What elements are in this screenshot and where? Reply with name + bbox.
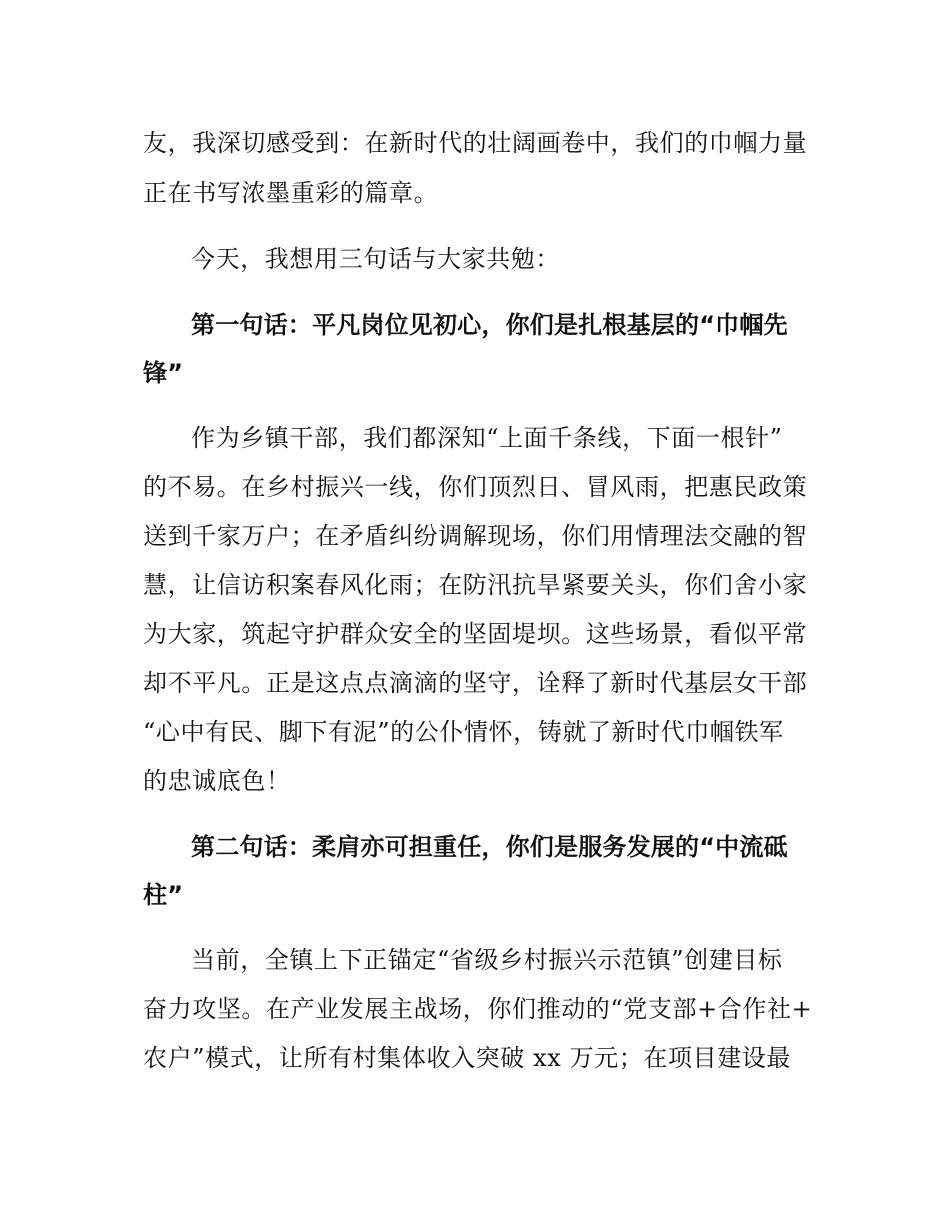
- paragraph-line: 奋力攻坚。在产业发展主战场，你们推动的“党支部+合作社+: [143, 995, 813, 1023]
- section-heading: 柱”: [143, 881, 184, 909]
- section-heading: 锋”: [143, 359, 184, 387]
- paragraph-line: 农户”模式，让所有村集体收入突破 xx 万元；在项目建设最: [143, 1044, 791, 1072]
- paragraph-line: 的忠诚底色！: [143, 767, 291, 795]
- paragraph-line: 送到千家万户；在矛盾纠纷调解现场，你们用情理法交融的智: [143, 522, 808, 550]
- section-heading: 第一句话：平凡岗位见初心，你们是扎根基层的“巾帼先: [191, 311, 788, 339]
- paragraph-line: 当前，全镇上下正锚定“省级乡村振兴示范镇”创建目标: [191, 946, 783, 974]
- paragraph-line: 友，我深切感受到：在新时代的壮阔画卷中，我们的巾帼力量: [143, 129, 808, 157]
- section-heading: 第二句话：柔肩亦可担重任，你们是服务发展的“中流砥: [191, 833, 788, 861]
- paragraph-line: 作为乡镇干部，我们都深知“上面千条线，下面一根针”: [191, 424, 783, 452]
- paragraph-line: 慧，让信访积案春风化雨；在防汛抗旱紧要关头，你们舍小家: [143, 571, 808, 599]
- paragraph-line: “心中有民、脚下有泥”的公仆情怀，铸就了新时代巾帼铁军: [143, 718, 784, 746]
- paragraph-line: 为大家，筑起守护群众安全的坚固堤坝。这些场景，看似平常: [143, 620, 808, 648]
- paragraph-line: 今天，我想用三句话与大家共勉：: [191, 245, 560, 273]
- paragraph-line: 正在书写浓墨重彩的篇章。: [143, 179, 439, 207]
- paragraph-line: 的不易。在乡村振兴一线，你们顶烈日、冒风雨，把惠民政策: [143, 473, 808, 501]
- paragraph-line: 却不平凡。正是这点点滴滴的坚守，诠释了新时代基层女干部: [143, 669, 808, 697]
